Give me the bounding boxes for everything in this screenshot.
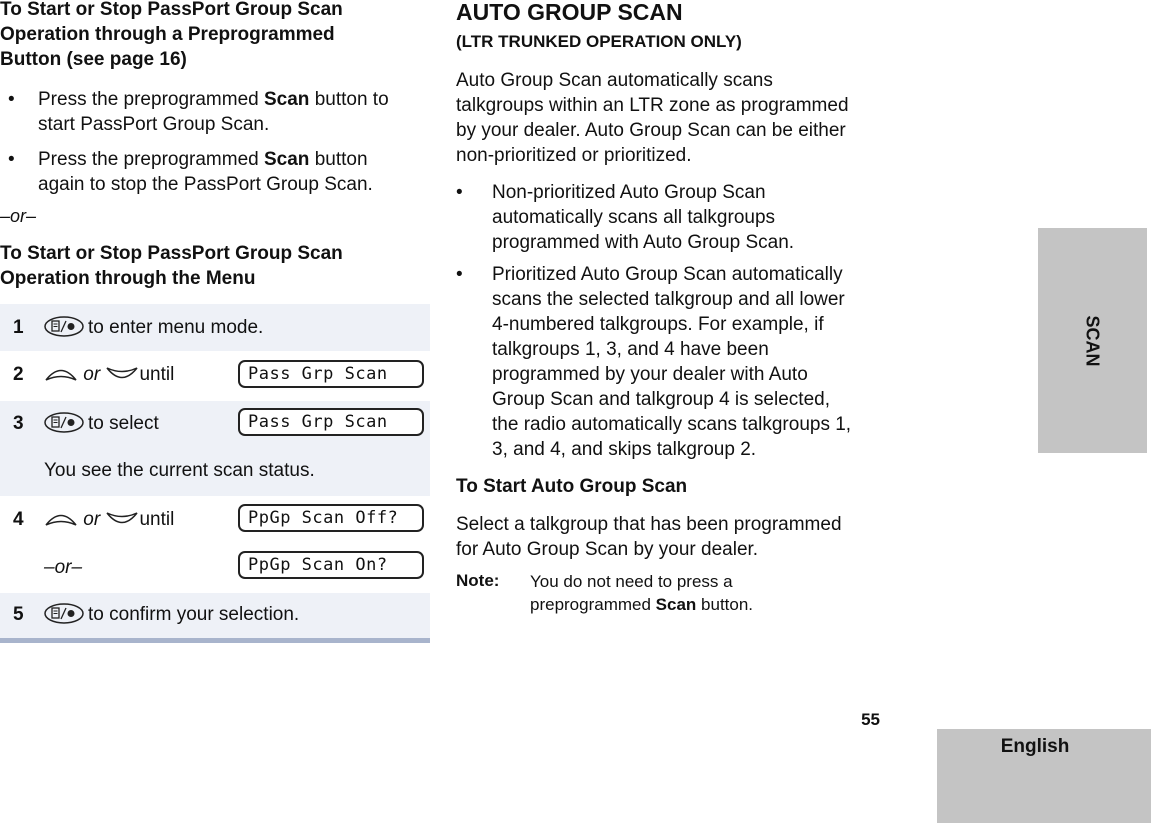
scroll-down-icon xyxy=(105,365,139,383)
bullet-text: Non-prioritized Auto Group Scan automatically scans all talkgroups programmed with Auto Group Scan. xyxy=(492,182,795,253)
step-row-1 xyxy=(0,304,430,351)
menu-ok-button-icon xyxy=(44,412,84,433)
heading-line: To Start or Stop PassPort Group Scan xyxy=(0,243,343,264)
table-bottom-rule xyxy=(0,638,430,643)
lcd-display: PpGp Scan Off? xyxy=(238,504,424,532)
step-text: to confirm your selection. xyxy=(44,602,299,627)
section-subtitle: (LTR TRUNKED OPERATION ONLY) xyxy=(456,32,742,51)
bullet-text: Prioritized Auto Group Scan automatically scans the selected talkgroup and all lower 4-numbered talkgroups. For example, if talkgroups 1, 3, and 4 have been programmed by your dealer with Auto Group Scan and talkgroup 4 is selected, the radio automatically scans talkgroups 1, 3, and 4, and skips talkgroup 2. xyxy=(492,264,852,460)
note-text: You do not need to press a preprogrammed Scan button. xyxy=(530,572,754,614)
heading-line: To Start or Stop PassPort Group Scan xyxy=(0,0,343,20)
step-row-2 xyxy=(0,351,430,401)
heading-line: Button (see page 16) xyxy=(0,49,187,70)
intro-paragraph: Auto Group Scan automatically scans talkgroups within an LTR zone as programmed by your dealer. Auto Group Scan can be either non-prioritized or prioritized. xyxy=(456,70,849,166)
lcd-display: Pass Grp Scan xyxy=(238,408,424,436)
bullet-text: Press the preprogrammed Scan button to start PassPort Group Scan. xyxy=(38,89,389,135)
or-separator: –or– xyxy=(0,206,37,226)
step-number: 3 xyxy=(13,413,24,434)
note-label: Note: xyxy=(456,571,500,590)
step-number: 1 xyxy=(13,317,24,338)
scroll-up-icon xyxy=(44,510,78,528)
section-title: AUTO GROUP SCAN xyxy=(456,0,683,25)
step-row-4 xyxy=(0,496,430,593)
scan-tab-label: SCAN xyxy=(1082,315,1103,367)
heading-line: Operation through a Preprogrammed xyxy=(0,24,335,45)
bullet-dot: • xyxy=(8,149,15,170)
step-text: to select xyxy=(44,411,159,436)
select-paragraph: Select a talkgroup that has been programmed for Auto Group Scan by your dealer. xyxy=(456,514,842,560)
scroll-down-icon xyxy=(105,510,139,528)
heading-start-auto-scan: To Start Auto Group Scan xyxy=(456,476,688,497)
step-text: to enter menu mode. xyxy=(44,315,263,340)
step-number: 5 xyxy=(13,604,24,625)
step-row-5 xyxy=(0,593,430,638)
heading-line: Operation through the Menu xyxy=(0,268,256,289)
or-separator: –or– xyxy=(44,557,83,578)
step-note: You see the current scan status. xyxy=(44,460,315,481)
step-number: 4 xyxy=(13,509,24,530)
step-text: or until xyxy=(44,362,174,387)
steps-table xyxy=(0,0,430,643)
lcd-display: PpGp Scan On? xyxy=(238,551,424,579)
menu-ok-button-icon xyxy=(44,603,84,624)
scroll-up-icon xyxy=(44,365,78,383)
bullet-text: Press the preprogrammed Scan button again to stop the PassPort Group Scan. xyxy=(38,149,373,195)
bullet-dot: • xyxy=(456,182,463,203)
bullet-dot: • xyxy=(8,89,15,110)
lcd-display: Pass Grp Scan xyxy=(238,360,424,388)
step-text: or until xyxy=(44,507,174,532)
page-number: 55 xyxy=(861,710,880,729)
menu-ok-button-icon xyxy=(44,316,84,337)
step-number: 2 xyxy=(13,364,24,385)
bullet-dot: • xyxy=(456,264,463,285)
step-row-3 xyxy=(0,401,430,496)
english-tab-label: English xyxy=(1000,736,1070,757)
